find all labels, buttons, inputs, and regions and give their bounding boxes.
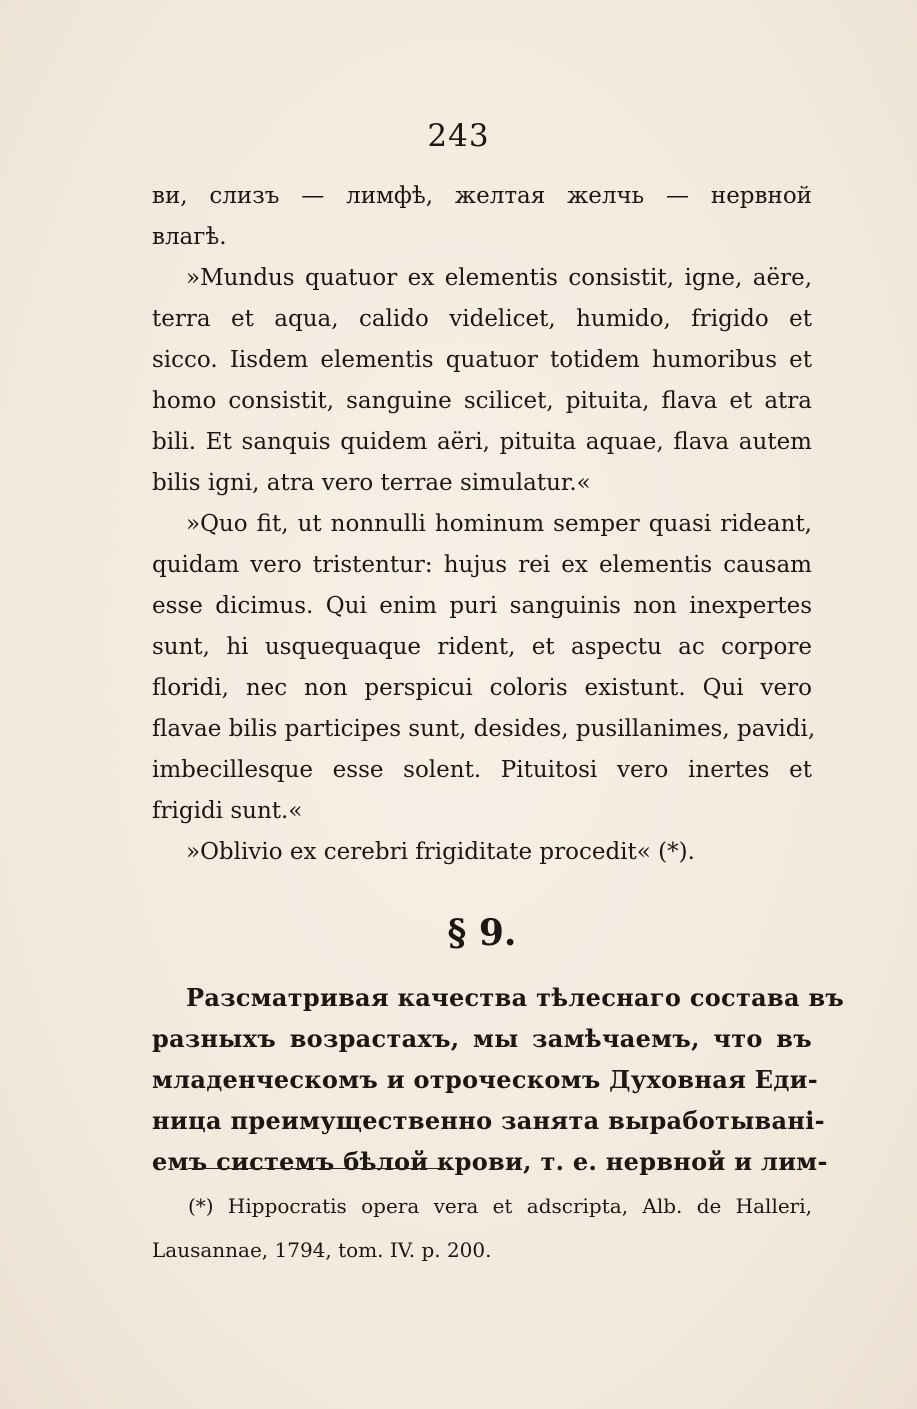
text-line: Разсматривая качества тѣлеснаго состава въ [186,983,845,1012]
footnote-line: Lausannae, 1794, tom. IV. p. 200. [152,1238,492,1262]
text-line: esse dicimus. Qui enim puri sanguinis non inexpertes [152,593,812,619]
text-line: terra et aqua, calido videlicet, humido, frigido et [152,306,812,332]
text-line: »Quo fit, ut nonnulli hominum semper quasi rideant, [186,511,812,537]
text-line: flavae bilis participes sunt, desides, pusillanimes, pavidi, [152,716,816,742]
text-line: sicco. Iisdem elementis quatuor totidem humoribus et [152,347,812,373]
section-heading: § 9. [447,912,517,954]
text-line: quidam vero tristentur: hujus rei ex elementis causam [152,552,812,578]
footnote [152,1184,812,1272]
text-line: младенческомъ и отроческомъ Духовная Еди- [152,1065,819,1094]
paragraph-oblivio [152,832,812,873]
section-paragraph [152,977,845,1182]
paragraph-quo-fit [152,504,816,832]
text-line: »Oblivio ex cerebri frigiditate procedit« (*). [186,839,695,865]
text-line: bili. Et sanquis quidem aëri, pituita aquae, flava autem [152,429,812,455]
text-line: sunt, hi usquequaque rident, et aspectu ac corpore [152,634,812,660]
main-text [152,176,845,1182]
text-line: емъ системъ бѣлой крови, т. е. нервной и лим- [152,1147,828,1176]
footnote-divider [188,1168,446,1169]
page-number: 243 [427,118,490,154]
text-line: »Mundus quatuor ex elementis consistit, igne, aëre, [186,265,812,291]
text-line: ница преимущественно занята выработывані- [152,1106,825,1135]
text-line: imbecillesque esse solent. Pituitosi vero inertes et [152,757,812,783]
text-line: frigidi sunt.« [152,798,303,824]
paragraph-mundus [152,258,812,504]
text-line: floridi, nec non perspicui coloris existunt. Qui vero [152,675,812,701]
text-line: разныхъ возрастахъ, мы замѣчаемъ, что въ [152,1024,812,1053]
footnote-line: (*) Hippocratis opera vera et adscripta, Alb. de Halleri, [188,1194,812,1218]
text-line: homo consistit, sanguine scilicet, pituita, flava et atra [152,388,812,414]
text-line: влагѣ. [152,224,227,250]
text-line: bilis igni, atra vero terrae simulatur.« [152,470,591,496]
text-line: ви, слизъ — лимфѣ, желтая желчь — нервной [152,183,812,209]
paragraph-continuation [152,176,812,258]
